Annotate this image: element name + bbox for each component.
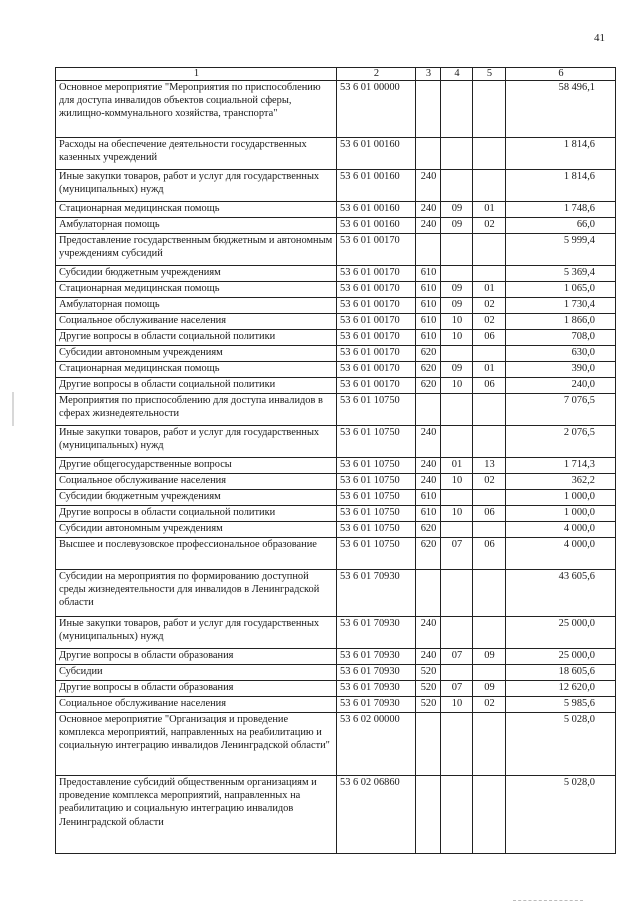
- budget-table: [55, 67, 616, 854]
- row-amount-cell: 7 076,5: [506, 394, 616, 426]
- row-code-cell: 53 6 01 00160: [337, 218, 416, 234]
- row-col4-cell: 09: [441, 298, 473, 314]
- row-code-cell: 53 6 01 00170: [337, 362, 416, 378]
- row-col4-cell: [441, 570, 473, 617]
- row-code-cell: 53 6 01 00160: [337, 138, 416, 170]
- table-row: [56, 298, 616, 314]
- row-code-cell: 53 6 01 00170: [337, 314, 416, 330]
- table-row: [56, 713, 616, 776]
- row-code-cell: 53 6 01 10750: [337, 458, 416, 474]
- row-amount-cell: 1 814,6: [506, 170, 616, 202]
- row-name-cell: Основное мероприятие "Организация и проведение комплекса мероприятий, направленных на реабилитацию и социальную интеграцию инвалидов Ленинградской области": [56, 713, 337, 776]
- row-col4-cell: 07: [441, 649, 473, 665]
- row-code-cell: 53 6 01 70930: [337, 617, 416, 649]
- row-name-cell: Субсидии: [56, 665, 337, 681]
- table-row: [56, 394, 616, 426]
- row-col4-cell: 09: [441, 218, 473, 234]
- row-col3-cell: 520: [416, 697, 441, 713]
- row-code-cell: 53 6 01 10750: [337, 474, 416, 490]
- row-col4-cell: [441, 170, 473, 202]
- row-col4-cell: 09: [441, 362, 473, 378]
- row-col4-cell: 01: [441, 458, 473, 474]
- row-name-cell: Другие вопросы в области социальной политики: [56, 378, 337, 394]
- table-row: [56, 346, 616, 362]
- row-col4-cell: [441, 266, 473, 282]
- row-col3-cell: 520: [416, 681, 441, 697]
- header-col-4: 4: [441, 68, 473, 81]
- row-name-cell: Иные закупки товаров, работ и услуг для государственных (муниципальных) нужд: [56, 426, 337, 458]
- table-row: [56, 506, 616, 522]
- row-code-cell: 53 6 01 70930: [337, 570, 416, 617]
- row-amount-cell: 5 985,6: [506, 697, 616, 713]
- row-col4-cell: [441, 617, 473, 649]
- header-col-5: 5: [473, 68, 506, 81]
- table-row: [56, 522, 616, 538]
- row-code-cell: 53 6 01 00170: [337, 234, 416, 266]
- row-col4-cell: 10: [441, 314, 473, 330]
- row-name-cell: Иные закупки товаров, работ и услуг для государственных (муниципальных) нужд: [56, 617, 337, 649]
- row-col3-cell: 610: [416, 506, 441, 522]
- table-row: [56, 474, 616, 490]
- row-col4-cell: 10: [441, 474, 473, 490]
- row-code-cell: 53 6 01 70930: [337, 665, 416, 681]
- row-code-cell: 53 6 01 10750: [337, 538, 416, 570]
- row-col3-cell: 520: [416, 665, 441, 681]
- row-col3-cell: 610: [416, 330, 441, 346]
- row-col4-cell: 10: [441, 506, 473, 522]
- row-amount-cell: 5 028,0: [506, 713, 616, 776]
- row-amount-cell: 18 605,6: [506, 665, 616, 681]
- row-code-cell: 53 6 01 10750: [337, 490, 416, 506]
- row-col5-cell: 02: [473, 314, 506, 330]
- row-amount-cell: 5 028,0: [506, 776, 616, 854]
- table-row: [56, 649, 616, 665]
- row-name-cell: Субсидии на мероприятия по формированию доступной среды жизнедеятельности для инвалидов в Ленинградской области: [56, 570, 337, 617]
- header-col-2: 2: [337, 68, 416, 81]
- row-code-cell: 53 6 02 06860: [337, 776, 416, 854]
- row-col3-cell: 620: [416, 346, 441, 362]
- row-code-cell: 53 6 01 70930: [337, 697, 416, 713]
- row-name-cell: Амбулаторная помощь: [56, 298, 337, 314]
- row-name-cell: Субсидии бюджетным учреждениям: [56, 266, 337, 282]
- row-col5-cell: [473, 426, 506, 458]
- table-row: [56, 330, 616, 346]
- row-col3-cell: 620: [416, 378, 441, 394]
- table-row: [56, 266, 616, 282]
- table-row: [56, 170, 616, 202]
- row-col4-cell: [441, 665, 473, 681]
- row-amount-cell: 240,0: [506, 378, 616, 394]
- row-name-cell: Субсидии бюджетным учреждениям: [56, 490, 337, 506]
- row-col3-cell: [416, 570, 441, 617]
- row-col3-cell: 610: [416, 490, 441, 506]
- row-code-cell: 53 6 01 00170: [337, 378, 416, 394]
- row-name-cell: Социальное обслуживание населения: [56, 474, 337, 490]
- row-amount-cell: 66,0: [506, 218, 616, 234]
- table-row: [56, 617, 616, 649]
- row-col4-cell: 07: [441, 681, 473, 697]
- row-col4-cell: [441, 346, 473, 362]
- table-row: [56, 362, 616, 378]
- row-col4-cell: 09: [441, 282, 473, 298]
- table-row: [56, 138, 616, 170]
- row-code-cell: 53 6 01 00160: [337, 202, 416, 218]
- row-col4-cell: 10: [441, 697, 473, 713]
- table-row: [56, 202, 616, 218]
- row-col5-cell: [473, 266, 506, 282]
- row-col5-cell: [473, 570, 506, 617]
- row-col4-cell: [441, 713, 473, 776]
- table-row: [56, 378, 616, 394]
- row-name-cell: Высшее и послевузовское профессиональное образование: [56, 538, 337, 570]
- row-col3-cell: 610: [416, 282, 441, 298]
- row-col4-cell: 09: [441, 202, 473, 218]
- row-col5-cell: 06: [473, 506, 506, 522]
- row-col5-cell: 09: [473, 649, 506, 665]
- row-col5-cell: [473, 490, 506, 506]
- row-col5-cell: [473, 234, 506, 266]
- row-name-cell: Социальное обслуживание населения: [56, 314, 337, 330]
- row-amount-cell: 25 000,0: [506, 617, 616, 649]
- row-amount-cell: 630,0: [506, 346, 616, 362]
- row-col5-cell: [473, 138, 506, 170]
- row-code-cell: 53 6 01 00170: [337, 346, 416, 362]
- row-col5-cell: 06: [473, 330, 506, 346]
- page-number: 41: [594, 32, 605, 44]
- row-col3-cell: 610: [416, 298, 441, 314]
- table-row: [56, 697, 616, 713]
- row-name-cell: Амбулаторная помощь: [56, 218, 337, 234]
- table-row: [56, 218, 616, 234]
- row-col3-cell: [416, 138, 441, 170]
- row-name-cell: Социальное обслуживание населения: [56, 697, 337, 713]
- row-code-cell: 53 6 01 00170: [337, 298, 416, 314]
- row-col5-cell: 06: [473, 378, 506, 394]
- row-amount-cell: 2 076,5: [506, 426, 616, 458]
- row-col5-cell: 02: [473, 474, 506, 490]
- row-code-cell: 53 6 01 00170: [337, 282, 416, 298]
- row-name-cell: Стационарная медицинская помощь: [56, 202, 337, 218]
- row-col5-cell: 01: [473, 362, 506, 378]
- row-col5-cell: [473, 394, 506, 426]
- row-col5-cell: 02: [473, 218, 506, 234]
- row-name-cell: Другие вопросы в области социальной политики: [56, 330, 337, 346]
- row-name-cell: Другие вопросы в области образования: [56, 681, 337, 697]
- header-col-3: 3: [416, 68, 441, 81]
- table-row: [56, 234, 616, 266]
- row-code-cell: 53 6 01 10750: [337, 506, 416, 522]
- table-row: [56, 314, 616, 330]
- row-col5-cell: [473, 81, 506, 138]
- table-row: [56, 776, 616, 854]
- row-col3-cell: 240: [416, 649, 441, 665]
- row-col4-cell: 10: [441, 378, 473, 394]
- row-name-cell: Расходы на обеспечение деятельности государственных казенных учреждений: [56, 138, 337, 170]
- row-amount-cell: 390,0: [506, 362, 616, 378]
- row-amount-cell: 5 369,4: [506, 266, 616, 282]
- row-name-cell: Субсидии автономным учреждениям: [56, 346, 337, 362]
- row-amount-cell: 43 605,6: [506, 570, 616, 617]
- row-amount-cell: 5 999,4: [506, 234, 616, 266]
- row-col3-cell: 240: [416, 170, 441, 202]
- table-row: [56, 458, 616, 474]
- row-col4-cell: 10: [441, 330, 473, 346]
- row-col3-cell: 610: [416, 266, 441, 282]
- row-code-cell: 53 6 01 10750: [337, 394, 416, 426]
- row-col3-cell: [416, 394, 441, 426]
- row-col3-cell: [416, 776, 441, 854]
- row-amount-cell: 58 496,1: [506, 81, 616, 138]
- row-amount-cell: 12 620,0: [506, 681, 616, 697]
- table-row: [56, 426, 616, 458]
- row-col3-cell: 240: [416, 426, 441, 458]
- row-name-cell: Другие общегосударственные вопросы: [56, 458, 337, 474]
- budget-table-container: [55, 67, 615, 854]
- row-col3-cell: 240: [416, 617, 441, 649]
- row-code-cell: 53 6 01 00000: [337, 81, 416, 138]
- row-col3-cell: [416, 81, 441, 138]
- row-amount-cell: 362,2: [506, 474, 616, 490]
- row-col5-cell: 01: [473, 202, 506, 218]
- row-col4-cell: [441, 394, 473, 426]
- row-amount-cell: 1 065,0: [506, 282, 616, 298]
- row-col3-cell: [416, 234, 441, 266]
- row-col5-cell: [473, 776, 506, 854]
- row-name-cell: Стационарная медицинская помощь: [56, 282, 337, 298]
- row-col5-cell: [473, 522, 506, 538]
- row-col3-cell: 610: [416, 314, 441, 330]
- row-amount-cell: 1 866,0: [506, 314, 616, 330]
- row-col4-cell: [441, 234, 473, 266]
- row-col5-cell: 13: [473, 458, 506, 474]
- row-col3-cell: 240: [416, 458, 441, 474]
- row-name-cell: Предоставление субсидий общественным организациям и проведение комплекса мероприятий, направленных на реабилитацию и социальную интеграцию инвалидов Ленинградской области: [56, 776, 337, 854]
- row-col3-cell: 620: [416, 362, 441, 378]
- row-amount-cell: 1 000,0: [506, 490, 616, 506]
- row-amount-cell: 1 748,6: [506, 202, 616, 218]
- row-code-cell: 53 6 01 00160: [337, 170, 416, 202]
- row-col5-cell: [473, 617, 506, 649]
- row-col3-cell: 620: [416, 522, 441, 538]
- row-code-cell: 53 6 01 10750: [337, 426, 416, 458]
- row-amount-cell: 1 814,6: [506, 138, 616, 170]
- row-col4-cell: [441, 426, 473, 458]
- row-amount-cell: 25 000,0: [506, 649, 616, 665]
- row-col5-cell: 02: [473, 298, 506, 314]
- row-code-cell: 53 6 02 00000: [337, 713, 416, 776]
- row-col4-cell: [441, 490, 473, 506]
- row-amount-cell: 4 000,0: [506, 522, 616, 538]
- table-row: [56, 490, 616, 506]
- row-col4-cell: 07: [441, 538, 473, 570]
- row-col3-cell: [416, 713, 441, 776]
- scan-artifact-bottom: [513, 900, 583, 903]
- row-name-cell: Предоставление государственным бюджетным и автономным учреждениям субсидий: [56, 234, 337, 266]
- row-col5-cell: 02: [473, 697, 506, 713]
- table-row: [56, 81, 616, 138]
- row-col3-cell: 620: [416, 538, 441, 570]
- row-col5-cell: 09: [473, 681, 506, 697]
- table-header-row: [56, 68, 616, 81]
- row-code-cell: 53 6 01 70930: [337, 649, 416, 665]
- row-code-cell: 53 6 01 10750: [337, 522, 416, 538]
- row-col4-cell: [441, 138, 473, 170]
- row-col5-cell: [473, 713, 506, 776]
- row-name-cell: Мероприятия по приспособлению для доступа инвалидов в сферах жизнедеятельности: [56, 394, 337, 426]
- header-col-1: 1: [56, 68, 337, 81]
- row-amount-cell: 708,0: [506, 330, 616, 346]
- row-col3-cell: 240: [416, 218, 441, 234]
- table-body: [56, 81, 616, 854]
- row-name-cell: Субсидии автономным учреждениям: [56, 522, 337, 538]
- row-name-cell: Другие вопросы в области образования: [56, 649, 337, 665]
- row-amount-cell: 1 000,0: [506, 506, 616, 522]
- row-name-cell: Стационарная медицинская помощь: [56, 362, 337, 378]
- row-col3-cell: 240: [416, 202, 441, 218]
- row-col5-cell: [473, 346, 506, 362]
- scan-artifact: [12, 392, 14, 426]
- table-row: [56, 282, 616, 298]
- table-row: [56, 665, 616, 681]
- row-col5-cell: [473, 665, 506, 681]
- row-col5-cell: 01: [473, 282, 506, 298]
- row-col4-cell: [441, 81, 473, 138]
- row-col4-cell: [441, 522, 473, 538]
- row-amount-cell: 1 730,4: [506, 298, 616, 314]
- row-col3-cell: 240: [416, 474, 441, 490]
- row-code-cell: 53 6 01 00170: [337, 266, 416, 282]
- header-col-6: 6: [506, 68, 616, 81]
- row-col4-cell: [441, 776, 473, 854]
- row-name-cell: Иные закупки товаров, работ и услуг для государственных (муниципальных) нужд: [56, 170, 337, 202]
- row-code-cell: 53 6 01 00170: [337, 330, 416, 346]
- table-row: [56, 570, 616, 617]
- row-amount-cell: 1 714,3: [506, 458, 616, 474]
- table-row: [56, 681, 616, 697]
- table-row: [56, 538, 616, 570]
- row-name-cell: Другие вопросы в области социальной политики: [56, 506, 337, 522]
- row-col5-cell: [473, 170, 506, 202]
- row-code-cell: 53 6 01 70930: [337, 681, 416, 697]
- row-name-cell: Основное мероприятие "Мероприятия по приспособлению для доступа инвалидов объектов социальной сферы, жилищно-коммунального хозяйства, транспорта": [56, 81, 337, 138]
- row-col5-cell: 06: [473, 538, 506, 570]
- row-amount-cell: 4 000,0: [506, 538, 616, 570]
